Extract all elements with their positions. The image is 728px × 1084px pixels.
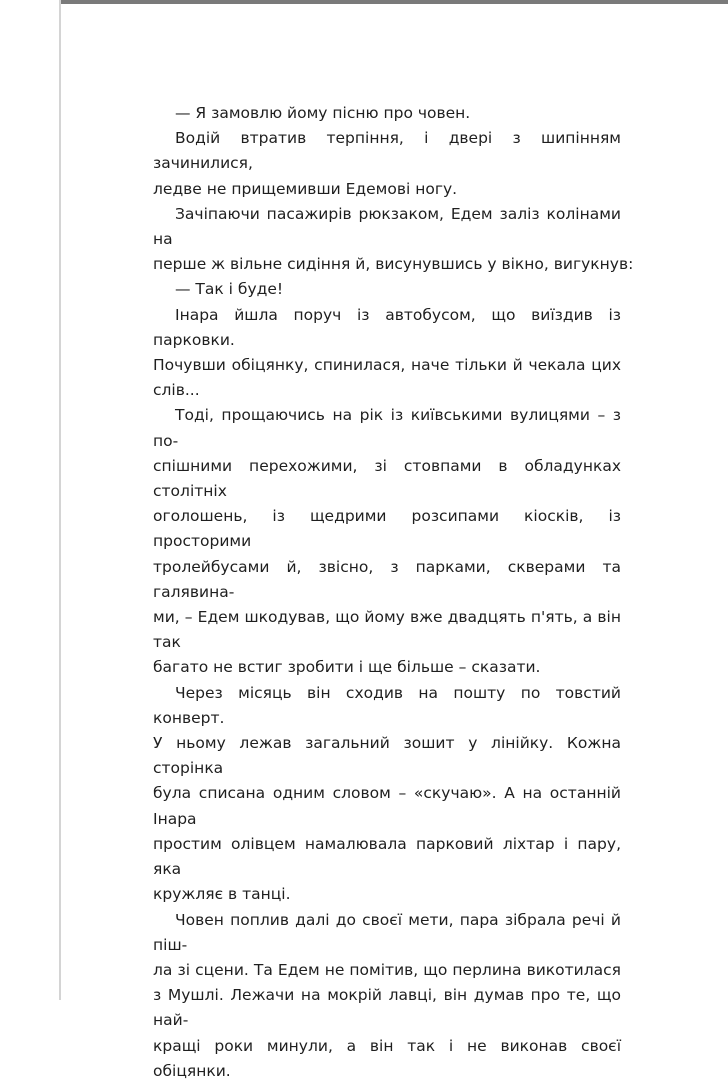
text-line: Інара йшла поруч із автобусом, що виїздив із парковки. xyxy=(153,305,621,349)
text-line: кружляє в танці. xyxy=(153,885,291,904)
text-line: Через місяць він сходив на пошту по товстий конверт. xyxy=(153,683,621,727)
text-line: спішними перехожими, зі стовпами в обладунках столітніх xyxy=(153,456,621,501)
text-line: Водій втратив терпіння, і двері з шипінням зачинилися, xyxy=(153,129,621,173)
paragraph xyxy=(153,202,634,278)
text-line: Зачіпаючи пасажирів рюкзаком, Едем заліз колінами на xyxy=(153,204,621,249)
book-page xyxy=(59,0,728,1080)
text-line: з Мушлі. Лежачи на мокрій лавці, він думав про те, що най- xyxy=(153,986,621,1030)
text-line: була списана одним словом – «скучаю». А на останній Інара xyxy=(153,784,621,828)
paragraph xyxy=(153,403,621,680)
text-line: простим олівцем намалювала парковий ліхтар і пару, яка xyxy=(153,834,621,879)
text-line: Почувши обіцянку, спинилася, наче тільки й чекала цих xyxy=(153,356,621,375)
text-line: перше ж вільне сидіння й, висунувшись у вікно, вигукнув: xyxy=(153,255,634,274)
text-line: кращі роки минули, а він так і не виконав своєї обіцянки. xyxy=(153,1036,621,1080)
text-line: ла зі сцени. Та Едем не помітив, що перлина викотилася xyxy=(153,960,621,979)
text-line: ледве не прищемивши Едемові ногу. xyxy=(153,179,458,198)
text-line: ми, – Едем шкодував, що йому вже двадцять п'ять, а він так xyxy=(153,608,621,652)
paragraph xyxy=(153,303,621,404)
paragraph xyxy=(153,101,621,126)
top-border-rule xyxy=(61,0,728,4)
text-line: Човен поплив далі до своєї мети, пара зібрала речі й піш- xyxy=(153,910,621,954)
paragraph xyxy=(153,126,621,202)
body-text xyxy=(153,101,634,1084)
text-line: — Я замовлю йому пісню про човен. xyxy=(175,104,471,122)
text-line: багато не встиг зробити і ще більше – сказати. xyxy=(153,658,541,677)
text-line: оголошень, із щедрими розсипами кіосків, із просторими xyxy=(153,507,621,551)
text-line: — Так і буде! xyxy=(175,280,284,299)
text-line: У ньому лежав загальний зошит у лінійку. Кожна сторінка xyxy=(153,734,621,778)
paragraph xyxy=(153,277,621,302)
text-line: тролейбусами й, звісно, з парками, скверами та галявина- xyxy=(153,557,621,601)
text-line: слів... xyxy=(153,381,200,400)
text-line: Тоді, прощаючись на рік із київськими вулицями – з по- xyxy=(153,406,621,450)
paragraph xyxy=(153,681,621,908)
paragraph xyxy=(153,908,621,1084)
